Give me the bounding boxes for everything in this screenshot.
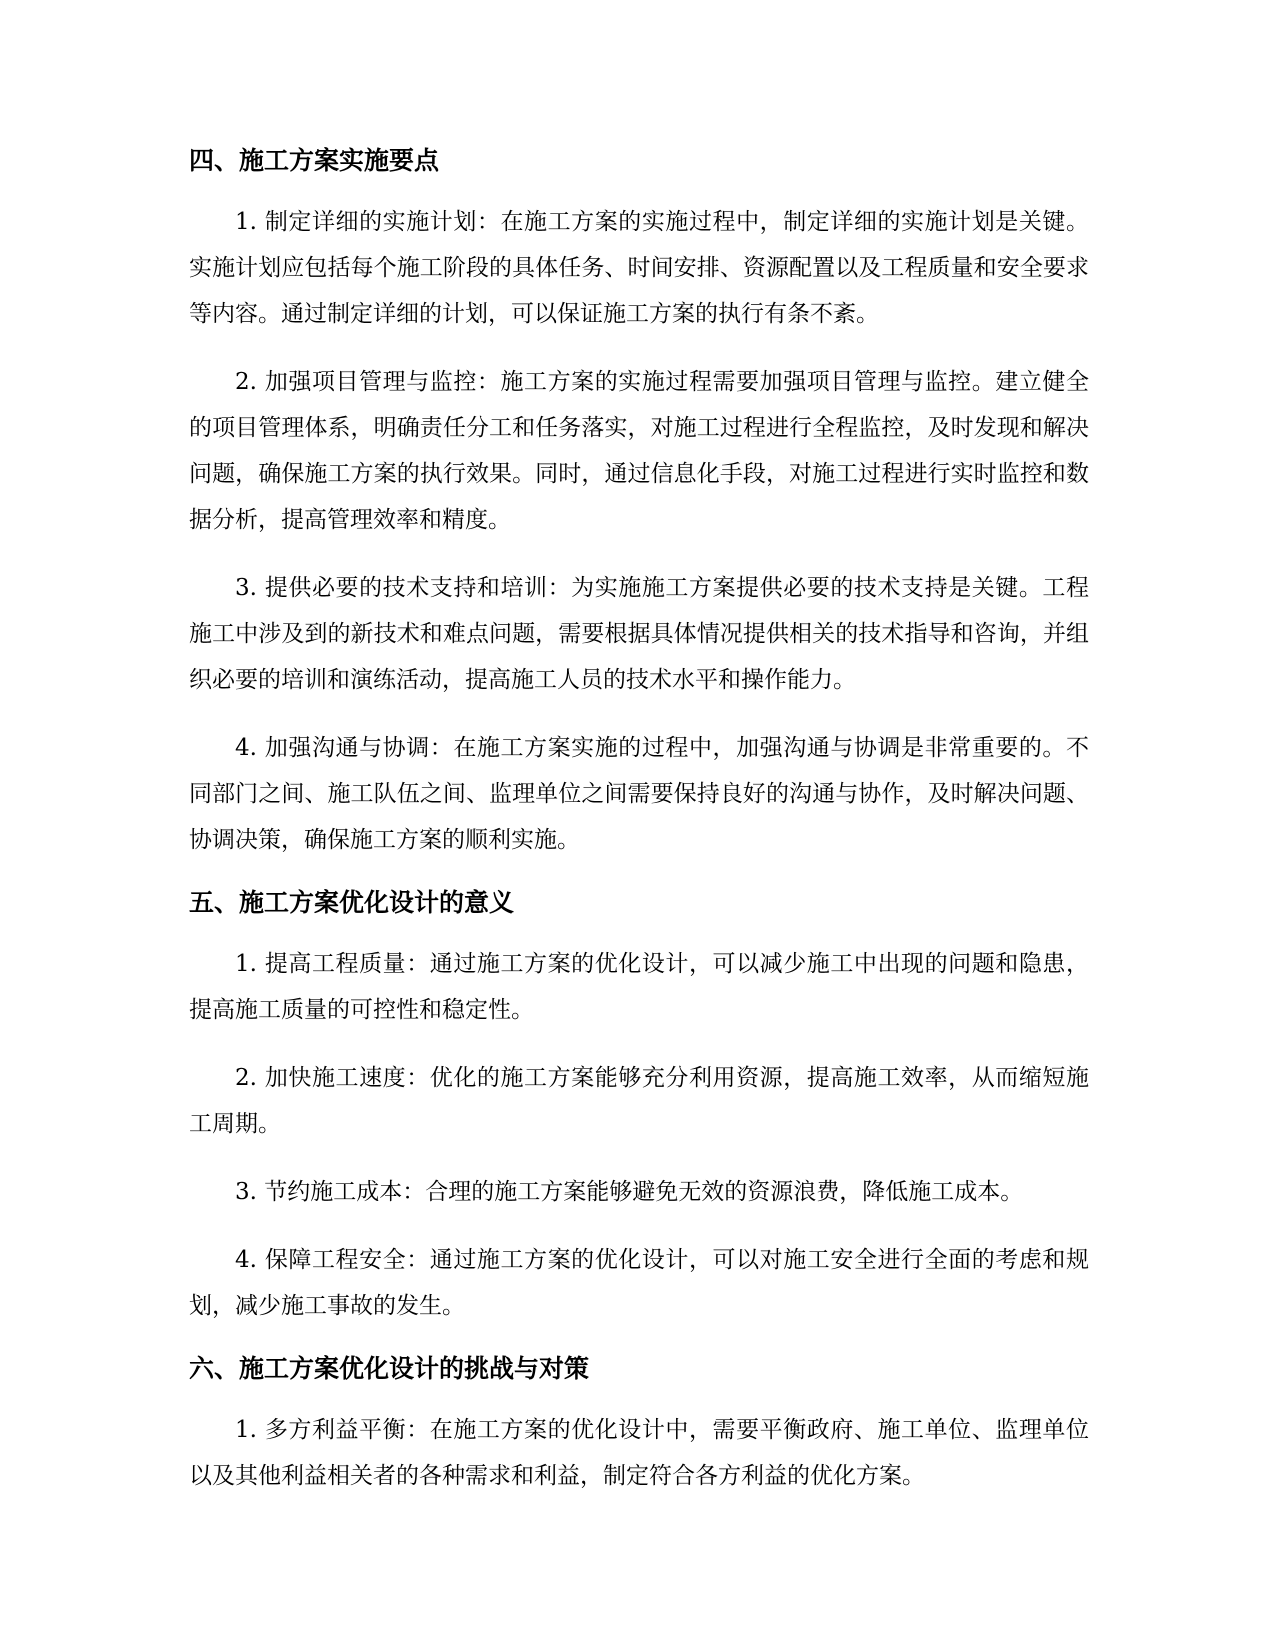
paragraph: 1. 提高工程质量：通过施工方案的优化设计，可以减少施工中出现的问题和隐患，提高施工质量的可控性和稳定性。 [189, 951, 1089, 1023]
section-heading: 五、施工方案优化设计的意义 [189, 888, 515, 917]
paragraph: 3. 节约施工成本：合理的施工方案能够避免无效的资源浪费，降低施工成本。 [235, 1179, 1024, 1205]
section-optimization-significance [189, 885, 1089, 1329]
section-heading: 六、施工方案优化设计的挑战与对策 [189, 1354, 590, 1383]
paragraph: 4. 保障工程安全：通过施工方案的优化设计，可以对施工安全进行全面的考虑和规划，减少施工事故的发生。 [189, 1247, 1089, 1319]
paragraph: 1. 多方利益平衡：在施工方案的优化设计中，需要平衡政府、施工单位、监理单位以及其他利益相关者的各种需求和利益，制定符合各方利益的优化方案。 [189, 1417, 1089, 1489]
section-heading: 四、施工方案实施要点 [189, 146, 440, 175]
section-implementation-points [189, 143, 1089, 863]
paragraph: 3. 提供必要的技术支持和培训：为实施施工方案提供必要的技术支持是关键。工程施工中涉及到的新技术和难点问题，需要根据具体情况提供相关的技术指导和咨询，并组织必要的培训和演练活动，提高施工人员的技术水平和操作能力。 [189, 575, 1089, 693]
section-challenges-countermeasures [189, 1351, 1089, 1499]
paragraph: 4. 加强沟通与协调：在施工方案实施的过程中，加强沟通与协调是非常重要的。不同部门之间、施工队伍之间、监理单位之间需要保持良好的沟通与协作，及时解决问题、协调决策，确保施工方案的顺利实施。 [189, 735, 1089, 853]
paragraph: 2. 加快施工速度：优化的施工方案能够充分利用资源，提高施工效率，从而缩短施工周期。 [189, 1065, 1089, 1137]
paragraph: 1. 制定详细的实施计划：在施工方案的实施过程中，制定详细的实施计划是关键。实施计划应包括每个施工阶段的具体任务、时间安排、资源配置以及工程质量和安全要求等内容。通过制定详细的计划，可以保证施工方案的执行有条不紊。 [189, 209, 1089, 327]
paragraph: 2. 加强项目管理与监控：施工方案的实施过程需要加强项目管理与监控。建立健全的项目管理体系，明确责任分工和任务落实，对施工过程进行全程监控，及时发现和解决问题，确保施工方案的执行效果。同时，通过信息化手段，对施工过程进行实时监控和数据分析，提高管理效率和精度。 [189, 369, 1089, 533]
document-body [189, 143, 1089, 1521]
